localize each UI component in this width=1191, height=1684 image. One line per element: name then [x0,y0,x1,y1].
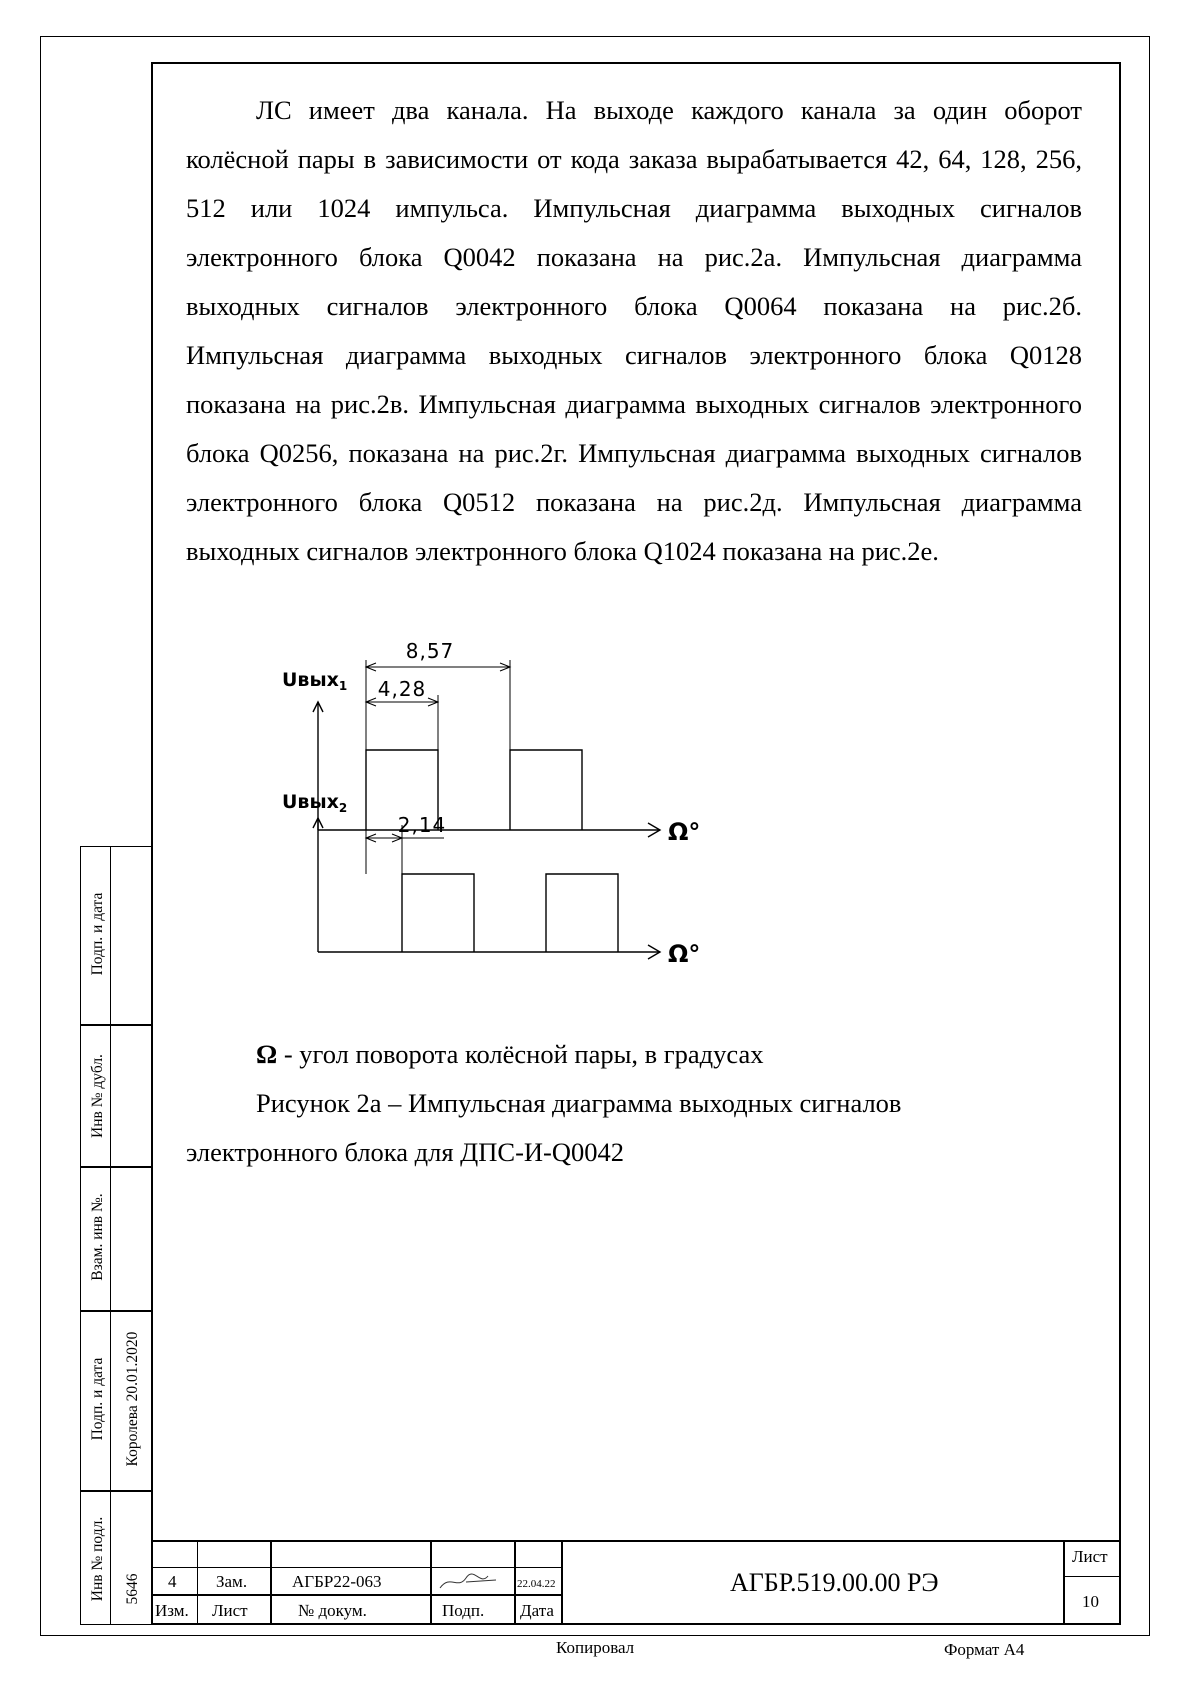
ch2-axis-label: Ω° [668,940,701,968]
stamp-inv-podl: Инв № подл. [89,1516,106,1602]
dim-period-label: 8,57 [405,639,455,663]
ch1-axis-label: Ω° [668,818,701,846]
title-block-top-line [151,1540,1121,1542]
stamp-inv-number: 5646 [124,1573,141,1605]
body-paragraph: ЛС имеет два канала. На выходе каждого канала за один оборот колёсной пары в зависимости от кода заказа вырабатывается 42, 64, 128, 256, 512 или 1024 импульса. Импульсная диаграмма выходных сигналов электронного блока Q0042 показана на рис.2а. Импульсная диаграмма выходных сигналов электронного блока Q0064 показана на рис.2б. Импульсная диаграмма выходных сигналов электронного блока Q0128 показана на рис.2в. Импульсная диаграмма выходных сигналов электронного блока Q0256, показана на рис.2г. Импульсная диаграмма выходных сигналов электронного блока Q0512 показана на рис.2д. Импульсная диаграмма выходных сигналов электронного блока Q1024 показана на рис.2е. [186,95,1082,566]
ch1-label: Uвых$_1$ [282,669,348,693]
stamp-vzam-inv: Взам. инв №. [89,1193,106,1281]
tb-doc-header: № докум. [298,1601,367,1620]
body-text [186,86,1082,576]
stamp-podp-data-bottom: Подп. и дата [89,1357,106,1441]
tb-signature [436,1568,508,1594]
footer-copied: Копировал [556,1638,635,1657]
tb-sheet-number: 10 [1082,1592,1099,1611]
ch2-pulse-1 [402,874,474,952]
figure-caption-line2: электронного блока для ДПС-И-Q0042 [186,1137,625,1167]
tb-designation: АГБР.519.00.00 РЭ [730,1568,939,1597]
ch2-label: Uвых$_2$ [282,791,348,815]
stamp-inv-dubl: Инв № дубл. [89,1054,106,1138]
stamp-podp-data-top: Подп. и дата [89,892,106,976]
tb-sheet-label: Лист [1072,1547,1108,1566]
tb-list-header: Лист [212,1601,248,1620]
ch1-pulse-2 [510,750,582,830]
figure-caption-line1 [186,1079,1082,1128]
tb-date-value: 22.04.22 [517,1578,556,1590]
tb-date-header: Дата [520,1601,554,1620]
caption-line1-text: Рисунок 2а – Импульсная диаграмма выходных сигналов [256,1088,902,1118]
tb-izm-header: Изм. [155,1601,189,1620]
tb-izm-value: 4 [168,1572,177,1591]
legend-text: - угол поворота колёсной пары, в градусах [277,1039,764,1069]
stamp-signer: Королева 20.01.2020 [124,1331,141,1467]
omega-symbol: Ω [256,1039,278,1069]
legend-line [186,1030,1082,1079]
tb-podp-header: Подп. [442,1601,485,1620]
ch2-pulse-2 [546,874,618,952]
tb-list-value: Зам. [216,1572,248,1591]
pulse-diagram [260,639,740,980]
dim-pulse-label: 4,28 [377,677,427,701]
dim-shift-label: 2,14 [397,813,447,837]
footer-format: Формат А4 [944,1640,1025,1659]
tb-doc-value: АГБР22-063 [292,1572,382,1591]
